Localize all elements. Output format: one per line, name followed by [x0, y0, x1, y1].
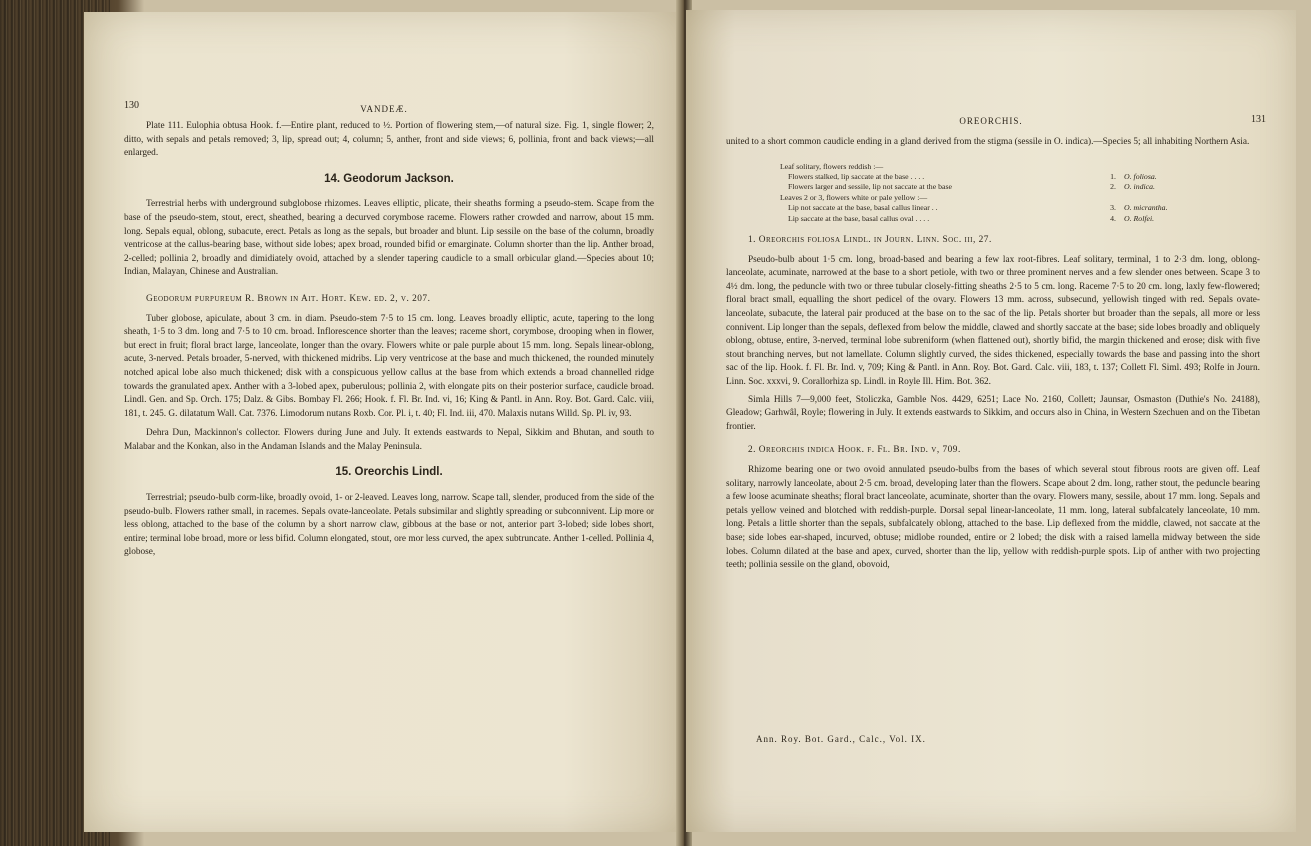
- key-row: [780, 182, 1180, 192]
- genus-description-continuation: united to a short common caudicle ending in a gland derived from the stigma (sessile in O. indica).—Species 5; all inhabiting Northern Asia.: [726, 137, 1250, 147]
- key-row: [780, 214, 1180, 224]
- key-species: O. micrantha.: [1124, 203, 1168, 213]
- right-page-body: [726, 136, 1260, 573]
- key-row: [780, 162, 1180, 172]
- species-key: [780, 162, 1180, 224]
- section-title-geodorum: 14. Geodorum Jackson.: [324, 172, 454, 185]
- key-row: [780, 193, 1180, 203]
- key-species: O. foliosa.: [1124, 172, 1157, 181]
- page-number-right: 131: [1251, 114, 1266, 125]
- key-species: [1116, 193, 1180, 203]
- section-title-oreorchis: 15. Oreorchis Lindl.: [335, 466, 443, 479]
- key-text: Lip not saccate at the base, basal callus linear . .: [788, 203, 938, 213]
- species-description-foliosa: Pseudo-bulb about 1·5 cm. long, broad-based and bearing a few lax root-fibres. Leaf solitary, terminal, 1 to 2·3 dm. long, oblong-lanceolate, acuminate, narrowed at the base to a short petiole, with two or three prominent nerves and a few slender ones between. Scape 3 to 4½ dm. long, the peduncle with two or three tubular closely-fitting sheaths 2·5 to 5 cm. long. Raceme 7·5 to 20 cm. long, laxly few-flowered; floral bract small, equalling the short pedicel of the ovary. Flowers 13 mm. across, subsecund, yellowish tinged with red. Sepals ovate-lanceolate, subacute, the lateral pair produced at the base on to the sac of the lip. Petals shorter but broader than the sepals, all more or less connivent. Lip longer than the sepals, deflexed from below the middle, clawed and shortly saccate at the base; side lobes broadly and obliquely oblong, obtuse, entire, 3-nerved, terminal lobe subreniform (when flattened out), shortly bifid, the margin thickened and erose; disk with five stout branching nerves, but not lamellate. Column slightly curved, the sides thickened, especially towards the base and passing into the short sac of the lip. Hook. f. Fl. Br. Ind. v, 709; King & Pantl. in Ann. Roy. Bot. Gard. Calc. viii, 183, t. 137; Collett Fl. Siml. 493; Rolfe in Journ. Linn. Soc. xxxvi, 9. Corallorhiza sp. Lindl. in Royle Ill. Him. Bot. 362.: [726, 254, 1260, 387]
- running-head-left: VANDEÆ.: [360, 104, 408, 114]
- key-number: [1100, 193, 1116, 203]
- key-number: 4.: [1110, 213, 1116, 223]
- species-heading-foliosa: 1. Oreorchis foliosa Lindl. in Journ. Linn. Soc. iii, 27.: [748, 235, 992, 246]
- left-page: [84, 12, 684, 832]
- key-row: [780, 203, 1180, 213]
- key-species: [1116, 162, 1180, 172]
- species-heading-indica: 2. Oreorchis indica Hook. f. Fl. Br. Ind. v, 709.: [748, 445, 961, 456]
- right-page: [686, 10, 1296, 832]
- key-text: Flowers larger and sessile, lip not saccate at the base: [788, 182, 952, 192]
- distribution-geodorum: Dehra Dun, Mackinnon's collector. Flowers during June and July. It extends eastwards to Nepal, Sikkim and Bhutan, and south to Malabar and the Konkan, also in the Andaman Islands and the Malay Peninsula.: [124, 428, 654, 452]
- key-number: 3.: [1110, 203, 1116, 213]
- key-number: [1100, 162, 1116, 172]
- genus-description-oreorchis: Terrestrial; pseudo-bulb corm-like, broadly ovoid, 1- or 2-leaved. Leaves long, narrow. Scape tall, slender, produced from the side of the pseudo-bulb. Flowers rather small, in racemes. Sepals ovate-lanceolate. Petals subsimilar and slightly spreading or subconnivent. Lip more or less oblong, attached to the base of the column by a short narrow claw, gibbous at the base or not, anterior part 3-lobed; side lobes short, entire; terminal lobe broad, more or less bifid. Column elongated, stout, ore mor less curved, the apex subtruncate. Anther 1-celled. Pollinia 4, globose,: [124, 493, 654, 558]
- key-species: O. indica.: [1124, 182, 1155, 192]
- species-description-geodorum: Tuber globose, apiculate, about 3 cm. in diam. Pseudo-stem 7·5 to 15 cm. long. Leaves broadly elliptic, acute, tapering to the long sheath, 1·5 to 3 dm. long and 7·5 to 10 cm. broad. Inflorescence shorter than the leaves; raceme short, corymbose, drooping when in flower, but erect in fruit; floral bract large, lanceolate, longer than the ovary. Flowers white or pale purple about 15 mm. long. Sepals linear-oblong, acute, 3-nerved. Petals broader, 5-nerved, with thickened midribs. Lip very ventricose at the base and much thickened, the rounded minutely notched apical lobe also much thickened; disk with a conspicuous yellow callus at the base from which extends a broad channelled ridge towards the granulated apex. Anther with a 3-lobed apex, puberulous; pollinia 2, with elongate pits on their posterior surface, caudicle broad. Lindl. Gen. and Sp. Orch. 175; Dalz. & Gibs. Bombay Fl. 266; Hook. f. Fl. Br. Ind. vi, 16; King & Pantl. in Ann. Roy. Bot. Gard. Calc. viii, 181, t. 245. G. dilatatum Wall. Cat. 7376. Limodorum nutans Roxb. Cor. Pl. i, t. 40; Fl. Ind. iii, 470. Malaxis nutans Willd. Sp. Pl. iv, 93.: [124, 313, 654, 419]
- species-heading-geodorum: Geodorum purpureum R. Brown in Ait. Hort. Kew. ed. 2, v. 207.: [146, 293, 431, 304]
- key-number: 2.: [1110, 182, 1116, 192]
- key-number: 1.: [1110, 172, 1116, 181]
- species-description-indica: Rhizome bearing one or two ovoid annulated pseudo-bulbs from the bases of which several stout fibrous roots are given off. Leaf solitary, narrowly lanceolate, about 2·5 cm. broad, developing later than the flowers. Scape about 2 dm. long, rather stout, the peduncle bearing a few loose acuminate sheaths; floral bract lanceolate, acuminate, shorter than the ovary. Flowers many, sessile, about 17 mm. long. Sepals and petals yellow veined and blotched with reddish-purple. Dorsal sepal linear-lanceolate, 11 mm. long, lateral subfalcately lanceolate, 10 mm. long. Petals a little shorter than the sepals, subfalcately oblong, attached to the base. Lip deflexed from the middle, clawed, not saccate at the base; side lobes ear-shaped, incurved, obtuse; midlobe rounded, entire or 2 lobed; the disk with a raised lamella midway between the side lobes. Column dilated at the base and apex, curved, shorter than the lip, yellow with reddish-purple spots. Lip of anther with two projecting teeth; pollinia sessile on the gland, obovoid,: [726, 464, 1260, 571]
- key-text: Leaf solitary, flowers reddish :—: [780, 161, 884, 171]
- key-text: Lip saccate at the base, basal callus oval . . . .: [788, 213, 930, 223]
- key-row: [780, 172, 1180, 182]
- key-text: Flowers stalked, lip saccate at the base . . . .: [788, 172, 925, 181]
- key-text: Leaves 2 or 3, flowers white or pale yellow :—: [780, 192, 928, 202]
- running-head-right: OREORCHIS.: [959, 116, 1023, 126]
- plate-footer: Ann. Roy. Bot. Gard., Calc., Vol. IX.: [756, 734, 926, 744]
- plate-caption: Plate 111. Eulophia obtusa Hook. f.—Entire plant, reduced to ½. Portion of flowering stem,—of natural size. Fig. 1, single flower; 2, ditto, with sepals and petals removed; 3, lip, spread out; 4, column; 5, anther, front and side views; 6, pollinia, front and back views;—all enlarged.: [124, 121, 654, 159]
- distribution-foliosa: Simla Hills 7—9,000 feet, Stoliczka, Gamble Nos. 4429, 6251; Lace No. 2160, Collett; Jaunsar, Osmaston (Duthie's No. 24188), Gleadow; Garhwâl, Royle; flowering in July. It extends eastwards to Sikkim, and occurs also in China, in Western Szechuen and on the Tibetan frontier.: [726, 394, 1260, 432]
- page-number-left: 130: [124, 100, 139, 111]
- genus-description-geodorum: Terrestrial herbs with underground subglobose rhizomes. Leaves elliptic, plicate, their sheaths forming a pseudo-stem. Scape from the base of the pseudo-stem, stout, erect, sheathed, bearing a decurved corymbose raceme. Flowers rather crowded and narrow, about 15 mm. long. Sepals equal, oblong, subacute, erect. Petals as long as the sepals, but broader and blunt. Lip sessile on the base of the column, broadly ventricose at the callus-bearing base, without side lobes; apex broad, rounded bifid or emarginate. Column shorter than the lip. Anther broad, 2-celled; pollinia 2, broadly and dimidiately ovoid, attached by a slender tapering caudicle to a small orbicular gland.—Species about 10; Indian, Malayan, Chinese and Australian.: [124, 199, 654, 278]
- left-page-body: [124, 120, 654, 560]
- key-species: O. Rolfei.: [1124, 213, 1155, 223]
